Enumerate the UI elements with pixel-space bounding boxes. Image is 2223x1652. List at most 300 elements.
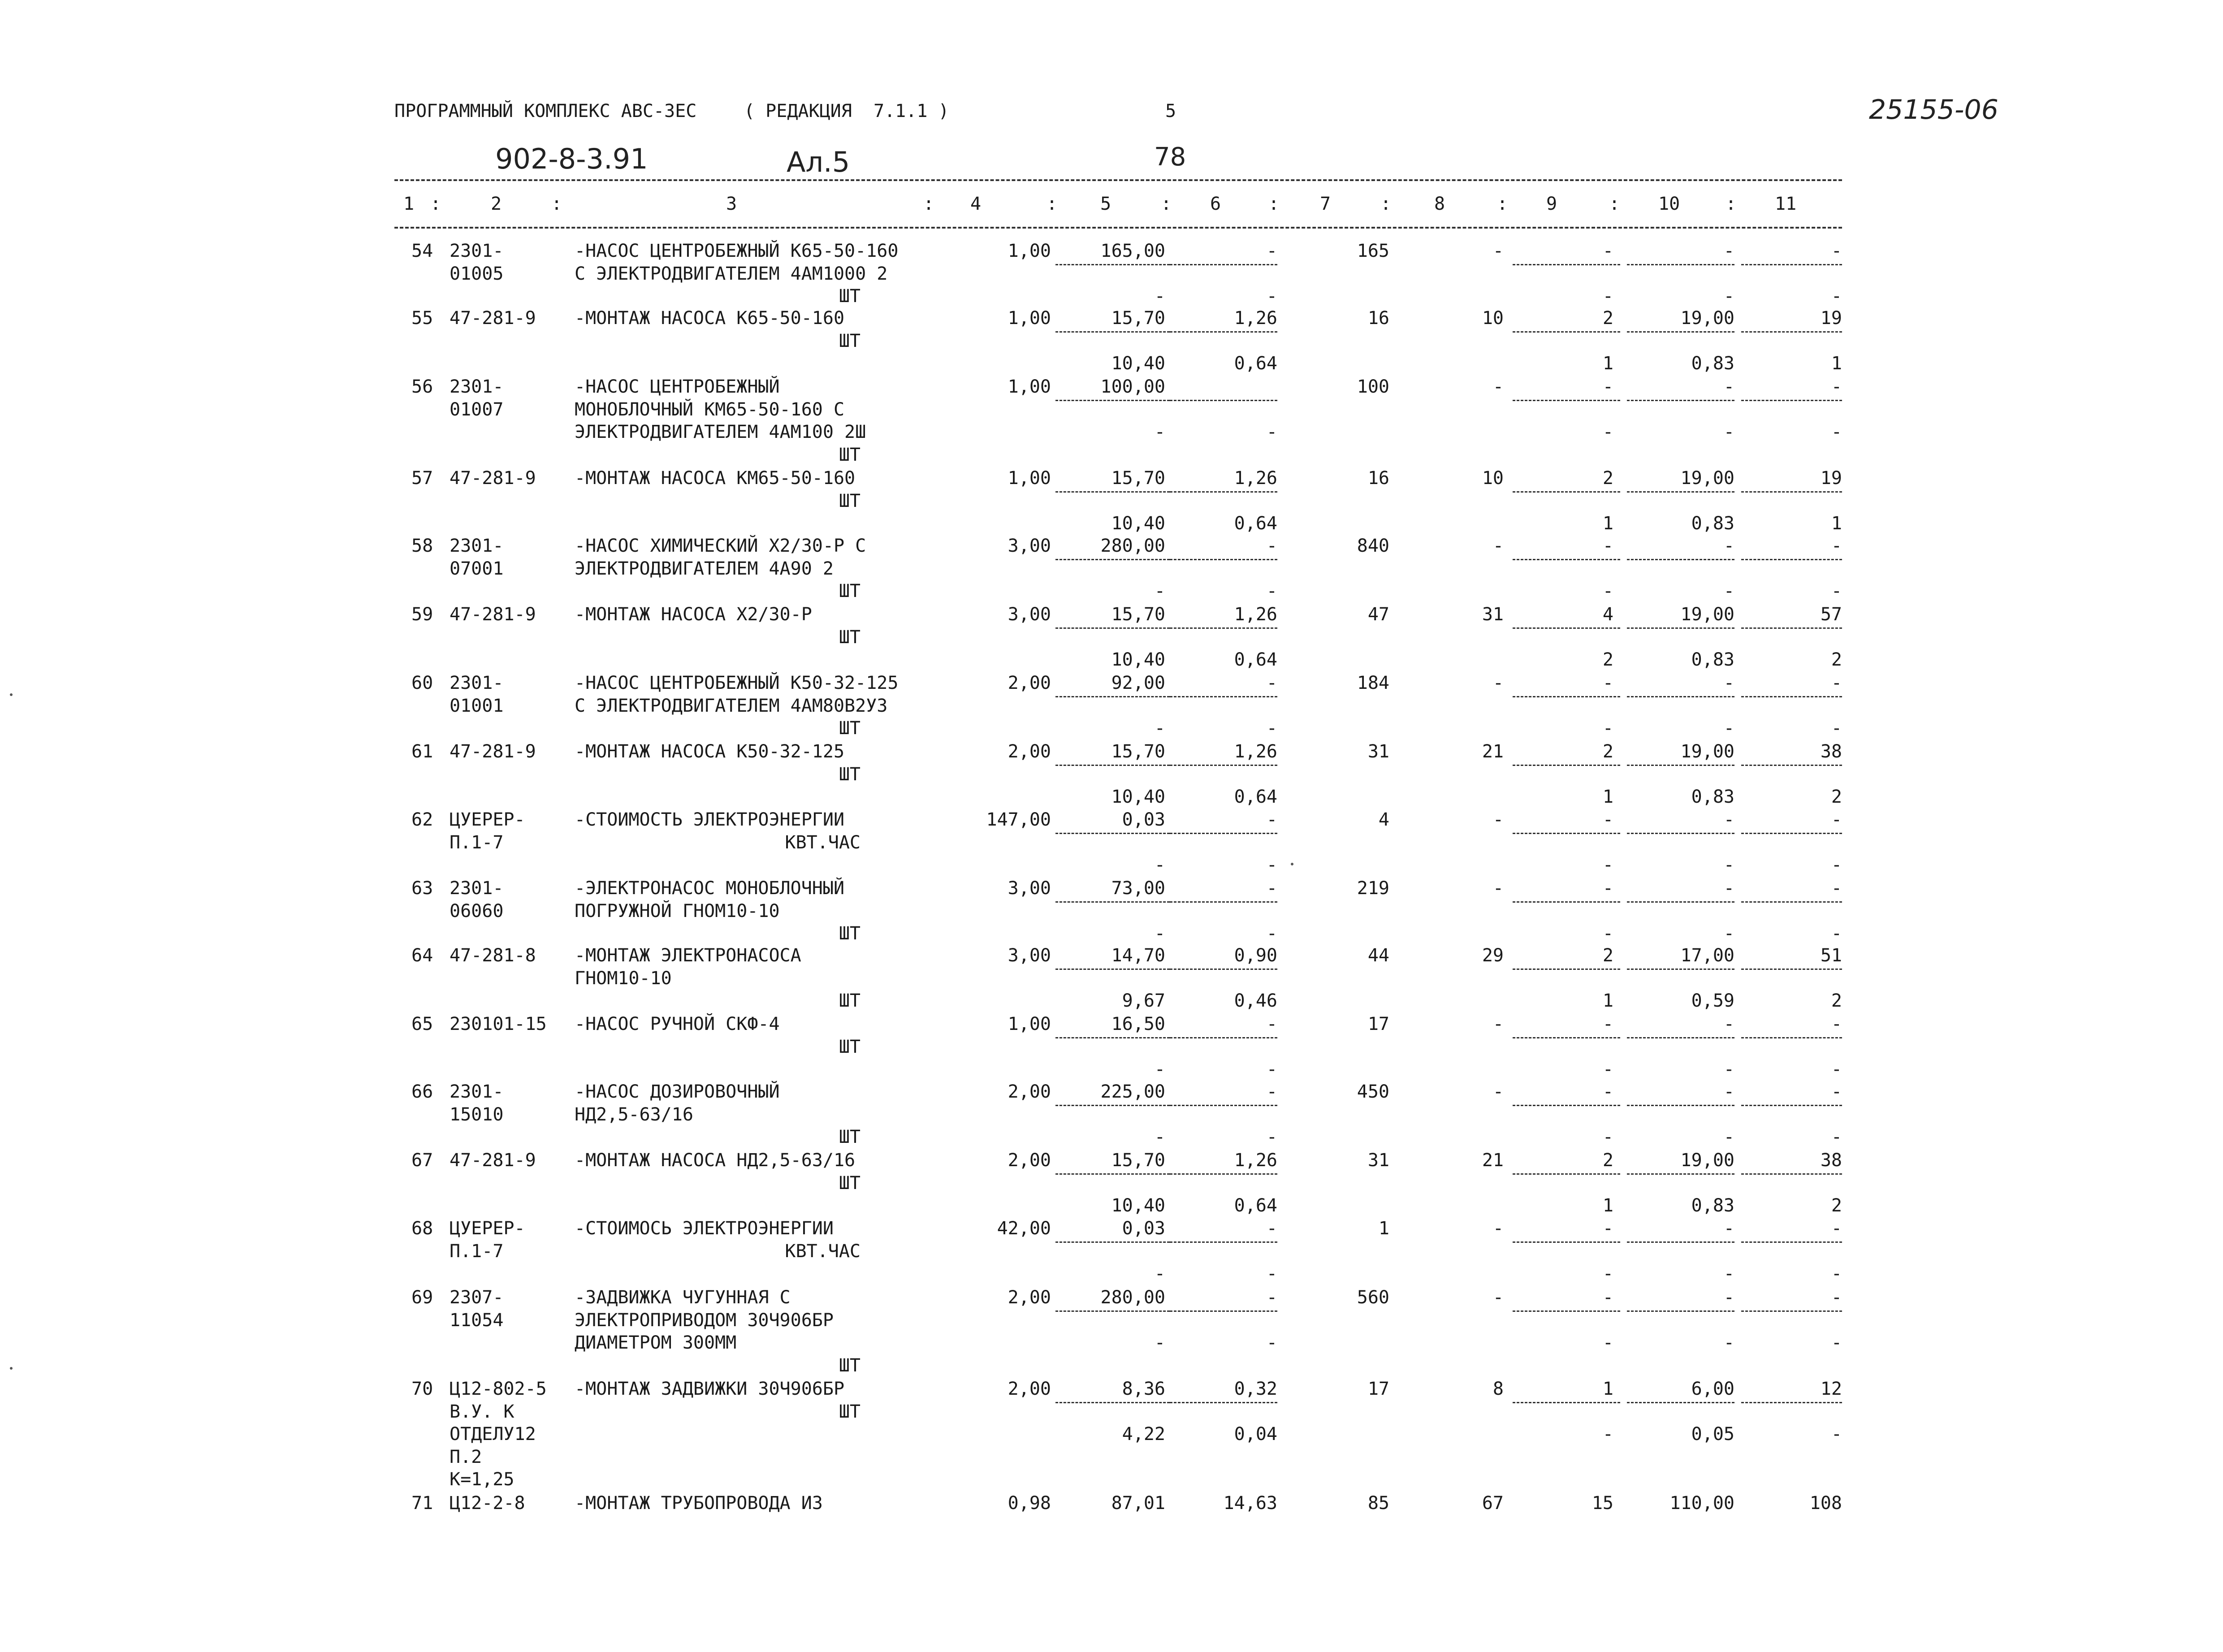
cell-rule	[1627, 491, 1734, 493]
cost-c10: -	[1723, 809, 1734, 830]
sub-c11: -	[1831, 422, 1842, 442]
item-description: С ЭЛЕКТРОДВИГАТЕЛЕМ 4АМ80В2У3	[575, 695, 888, 716]
cost-c11: -	[1831, 1081, 1842, 1102]
quantity: 2,00	[1008, 1379, 1051, 1399]
cost-c7: 47	[1367, 604, 1389, 625]
cell-rule	[1170, 1310, 1277, 1312]
cost-c8: -	[1492, 1218, 1504, 1239]
cell-rule	[1170, 491, 1277, 493]
norm-code: Ц12-2-8	[450, 1493, 525, 1514]
cost-c10: -	[1723, 673, 1734, 693]
sub-c6: -	[1266, 1332, 1277, 1353]
item-description: -МОНТАЖ ЭЛЕКТРОНАСОСА	[575, 945, 801, 966]
quantity: 1,00	[1008, 376, 1051, 397]
cell-rule	[1741, 559, 1842, 560]
cost-c6: 0,90	[1234, 945, 1277, 966]
item-description: МОНОБЛОЧНЫЙ КМ65-50-160 С	[575, 399, 845, 420]
norm-code: Ц12-802-5	[450, 1379, 547, 1399]
sub-c9: -	[1602, 1127, 1613, 1147]
cost-c11: -	[1831, 241, 1842, 261]
sub-c11: 2	[1831, 1195, 1842, 1216]
item-description: НД2,5-63/16	[575, 1104, 693, 1125]
cell-rule	[1055, 765, 1170, 766]
norm-code: П.2	[450, 1446, 482, 1467]
cost-c8: -	[1492, 673, 1504, 693]
cell-rule	[1170, 1037, 1277, 1038]
cell-rule	[1627, 331, 1734, 333]
sub-c5: -	[1154, 286, 1165, 307]
sub-c9: 1	[1602, 787, 1613, 807]
row-number: 56	[411, 376, 433, 397]
row-number: 67	[411, 1150, 433, 1171]
cost-c5: 15,70	[1111, 604, 1165, 625]
sub-c6: -	[1266, 1263, 1277, 1284]
cell-rule	[1055, 1105, 1170, 1106]
cell-rule	[1627, 264, 1734, 265]
cell-rule	[1055, 1173, 1170, 1175]
cost-c5: 15,70	[1111, 308, 1165, 329]
item-description: С ЭЛЕКТРОДВИГАТЕЛЕМ 4АМ1000 2	[575, 263, 888, 284]
cost-c10: 17,00	[1680, 945, 1734, 966]
cost-c10: 19,00	[1680, 741, 1734, 762]
cost-c9: 2	[1602, 468, 1613, 489]
sub-c9: 2	[1602, 649, 1613, 670]
sub-c5: -	[1154, 923, 1165, 944]
cost-c9: -	[1602, 241, 1613, 261]
sub-c11: -	[1831, 1424, 1842, 1444]
sub-c11: -	[1831, 855, 1842, 875]
norm-code: 47-281-8	[450, 945, 536, 966]
cell-rule	[1627, 1173, 1734, 1175]
unit-of-measure: ШТ	[839, 1127, 861, 1147]
rule-header	[394, 227, 1842, 229]
cell-rule	[1055, 833, 1170, 834]
edition-label: ( РЕДАКЦИЯ 7.1.1 )	[744, 101, 949, 121]
cell-rule	[1513, 491, 1620, 493]
sub-c6: -	[1266, 923, 1277, 944]
sub-c11: -	[1831, 718, 1842, 739]
cell-rule	[1055, 627, 1170, 629]
cell-rule	[1055, 491, 1170, 493]
column-separator: :	[551, 194, 562, 214]
scan-speck	[10, 1367, 13, 1370]
sub-c5: -	[1154, 581, 1165, 601]
cost-c8: 10	[1482, 308, 1504, 329]
cost-c7: 165	[1357, 241, 1389, 261]
item-description: -НАСОС ЦЕНТРОБЕЖНЫЙ К65-50-160	[575, 241, 899, 261]
cell-rule	[1513, 1310, 1620, 1312]
norm-code: 230101-15	[450, 1014, 547, 1034]
column-header: 11	[1775, 194, 1797, 214]
row-number: 54	[411, 241, 433, 261]
cost-c10: 110,00	[1669, 1493, 1734, 1514]
cost-c6: 1,26	[1234, 741, 1277, 762]
sub-c5: 9,67	[1122, 990, 1165, 1011]
item-description: -НАСОС РУЧНОЙ СКФ-4	[575, 1014, 780, 1034]
cost-c11: -	[1831, 376, 1842, 397]
sub-c9: 1	[1602, 990, 1613, 1011]
sub-c11: -	[1831, 1127, 1842, 1147]
scan-speck	[1291, 863, 1293, 865]
quantity: 147,00	[986, 809, 1051, 830]
cost-c10: -	[1723, 1218, 1734, 1239]
sub-c10: -	[1723, 1127, 1734, 1147]
row-number: 58	[411, 536, 433, 556]
cost-c5: 0,03	[1122, 1218, 1165, 1239]
cost-c9: 2	[1602, 945, 1613, 966]
column-separator: :	[1609, 194, 1620, 214]
cell-rule	[1513, 1173, 1620, 1175]
quantity: 0,98	[1008, 1493, 1051, 1514]
norm-code: 01005	[450, 263, 504, 284]
cell-rule	[1627, 627, 1734, 629]
norm-code: 01007	[450, 399, 504, 420]
sub-c5: -	[1154, 422, 1165, 442]
cost-c10: -	[1723, 1287, 1734, 1308]
cost-c5: 0,03	[1122, 809, 1165, 830]
sub-c5: -	[1154, 1127, 1165, 1147]
cost-c8: -	[1492, 1014, 1504, 1034]
cell-rule	[1627, 559, 1734, 560]
column-separator: :	[1268, 194, 1280, 214]
cost-c7: 184	[1357, 673, 1389, 693]
item-description: -НАСОС ЦЕНТРОБЕЖНЫЙ	[575, 376, 780, 397]
cost-c9: 2	[1602, 1150, 1613, 1171]
cost-c5: 280,00	[1100, 1287, 1165, 1308]
cell-rule	[1055, 1037, 1170, 1038]
cost-c9: 15	[1592, 1493, 1613, 1514]
norm-code: К=1,25	[450, 1469, 515, 1490]
cost-c10: 19,00	[1680, 468, 1734, 489]
sub-c11: -	[1831, 1332, 1842, 1353]
sub-c10: 0,83	[1691, 353, 1734, 374]
album-label: Ал.5	[787, 146, 850, 178]
sub-c5: 10,40	[1111, 353, 1165, 374]
quantity: 2,00	[1008, 1287, 1051, 1308]
cost-c8: 29	[1482, 945, 1504, 966]
column-separator: :	[1047, 194, 1058, 214]
unit-of-measure: ШТ	[839, 1401, 861, 1422]
sub-c9: -	[1602, 581, 1613, 601]
cost-c7: 17	[1367, 1379, 1389, 1399]
cell-rule	[1741, 901, 1842, 903]
cost-c11: -	[1831, 878, 1842, 899]
cost-c6: 1,26	[1234, 468, 1277, 489]
cost-c6: -	[1266, 673, 1277, 693]
sub-c6: -	[1266, 581, 1277, 601]
cost-c11: 57	[1820, 604, 1842, 625]
cell-rule	[1055, 264, 1170, 265]
cost-c6: -	[1266, 809, 1277, 830]
cost-c9: -	[1602, 1218, 1613, 1239]
unit-of-measure: ШТ	[839, 1172, 861, 1194]
page-mark: 5	[1165, 101, 1176, 121]
cost-c6: 1,26	[1234, 1150, 1277, 1171]
cell-rule	[1170, 1241, 1277, 1243]
norm-code: 11054	[450, 1310, 504, 1331]
norm-code: В.У. К	[450, 1401, 515, 1422]
cost-c7: 17	[1367, 1014, 1389, 1034]
norm-code: ЦУЕРЕР-	[450, 1218, 525, 1239]
cost-c11: 19	[1820, 308, 1842, 329]
cost-c5: 165,00	[1100, 241, 1165, 261]
quantity: 1,00	[1008, 1014, 1051, 1034]
sub-c11: 2	[1831, 990, 1842, 1011]
row-number: 55	[411, 308, 433, 329]
cell-rule	[1741, 331, 1842, 333]
unit-of-measure: ШТ	[839, 1036, 861, 1057]
column-header: 4	[970, 194, 982, 214]
norm-code: 01001	[450, 695, 504, 716]
cell-rule	[1513, 1037, 1620, 1038]
cost-c7: 840	[1357, 536, 1389, 556]
column-separator: :	[923, 194, 934, 214]
sub-c11: -	[1831, 581, 1842, 601]
item-description: -МОНТАЖ НАСОСА К65-50-160	[575, 308, 845, 329]
cost-c6: -	[1266, 1014, 1277, 1034]
cell-rule	[1170, 1173, 1277, 1175]
cell-rule	[1741, 627, 1842, 629]
cost-c10: 19,00	[1680, 308, 1734, 329]
project-code: 902-8-3.91	[495, 143, 648, 175]
cell-rule	[1055, 400, 1170, 401]
cell-rule	[1170, 559, 1277, 560]
sub-c10: -	[1723, 1059, 1734, 1080]
cell-rule	[1513, 627, 1620, 629]
cell-rule	[1170, 400, 1277, 401]
sub-c10: 0,83	[1691, 649, 1734, 670]
quantity: 3,00	[1008, 945, 1051, 966]
item-description: ЭЛЕКТРОДВИГАТЕЛЕМ 4А90 2	[575, 558, 834, 579]
cost-c6: -	[1266, 1218, 1277, 1239]
sub-c11: -	[1831, 1059, 1842, 1080]
cost-c6: 1,26	[1234, 308, 1277, 329]
cell-rule	[1627, 765, 1734, 766]
sub-c10: -	[1723, 855, 1734, 875]
row-number: 62	[411, 809, 433, 830]
cost-c9: -	[1602, 1287, 1613, 1308]
sub-c10: -	[1723, 286, 1734, 307]
sub-c9: -	[1602, 718, 1613, 739]
cell-rule	[1513, 765, 1620, 766]
cost-c8: -	[1492, 376, 1504, 397]
norm-code: ЦУЕРЕР-	[450, 809, 525, 830]
cost-c10: 19,00	[1680, 1150, 1734, 1171]
sub-c9: -	[1602, 1263, 1613, 1284]
sub-c10: -	[1723, 1263, 1734, 1284]
sub-c6: -	[1266, 1059, 1277, 1080]
cost-c5: 8,36	[1122, 1379, 1165, 1399]
cost-c9: 2	[1602, 741, 1613, 762]
cell-rule	[1513, 559, 1620, 560]
cost-c11: -	[1831, 673, 1842, 693]
quantity: 3,00	[1008, 878, 1051, 899]
cell-rule	[1170, 833, 1277, 834]
row-number: 69	[411, 1287, 433, 1308]
row-number: 64	[411, 945, 433, 966]
sub-c6: 0,64	[1234, 787, 1277, 807]
sub-c9: -	[1602, 923, 1613, 944]
unit-of-measure: ШТ	[839, 627, 861, 648]
cost-c5: 15,70	[1111, 741, 1165, 762]
sub-c11: 1	[1831, 353, 1842, 374]
cell-rule	[1741, 1037, 1842, 1038]
column-header: 3	[726, 194, 737, 214]
quantity: 2,00	[1008, 1081, 1051, 1102]
cost-c10: -	[1723, 1081, 1734, 1102]
item-description: -МОНТАЖ НАСОСА НД2,5-63/16	[575, 1150, 856, 1171]
cell-rule	[1741, 400, 1842, 401]
row-number: 65	[411, 1014, 433, 1034]
sub-c6: 0,04	[1234, 1424, 1277, 1444]
item-description: -СТОИМОСТЬ ЭЛЕКТРОЭНЕРГИИ	[575, 809, 845, 830]
cost-c8: -	[1492, 1081, 1504, 1102]
cost-c8: -	[1492, 878, 1504, 899]
norm-code: 2301-	[450, 673, 504, 693]
item-description: ЭЛЕКТРОДВИГАТЕЛЕМ 4АМ100 2Ш	[575, 422, 866, 442]
unit-of-measure: ШТ	[839, 923, 861, 944]
cost-c11: -	[1831, 1287, 1842, 1308]
unit-of-measure: ШТ	[839, 764, 861, 785]
cell-rule	[1741, 1241, 1842, 1243]
cost-c7: 16	[1367, 468, 1389, 489]
column-separator: :	[1380, 194, 1392, 214]
unit-of-measure: КВТ.ЧАС	[785, 832, 861, 853]
cell-rule	[1055, 559, 1170, 560]
item-description: ДИАМЕТРОМ 300ММ	[575, 1332, 737, 1353]
norm-code: 47-281-9	[450, 308, 536, 329]
row-number: 57	[411, 468, 433, 489]
sub-c5: 10,40	[1111, 787, 1165, 807]
sub-c10: 0,83	[1691, 787, 1734, 807]
unit-of-measure: ШТ	[839, 330, 861, 351]
unit-of-measure: ШТ	[839, 1355, 861, 1376]
cell-rule	[1055, 969, 1170, 970]
cost-c10: -	[1723, 536, 1734, 556]
sub-c6: 0,64	[1234, 353, 1277, 374]
column-header: 10	[1658, 194, 1680, 214]
cost-c9: 1	[1602, 1379, 1613, 1399]
cost-c6: -	[1266, 241, 1277, 261]
sub-c9: 1	[1602, 513, 1613, 534]
cell-rule	[1055, 1241, 1170, 1243]
unit-of-measure: ШТ	[839, 990, 861, 1011]
cell-rule	[1513, 1241, 1620, 1243]
column-separator: :	[1726, 194, 1737, 214]
cost-c5: 100,00	[1100, 376, 1165, 397]
cost-c7: 560	[1357, 1287, 1389, 1308]
cell-rule	[1627, 833, 1734, 834]
cell-rule	[1170, 969, 1277, 970]
unit-of-measure: ШТ	[839, 286, 861, 307]
norm-code: 2301-	[450, 536, 504, 556]
unit-of-measure: ШТ	[839, 718, 861, 739]
sub-c6: 0,64	[1234, 513, 1277, 534]
cell-rule	[1055, 1402, 1170, 1403]
cell-rule	[1513, 833, 1620, 834]
quantity: 42,00	[997, 1218, 1051, 1239]
cost-c11: 108	[1809, 1493, 1842, 1514]
cost-c10: -	[1723, 376, 1734, 397]
handwritten-stamp: 25155-06	[1869, 94, 1998, 125]
cost-c7: 16	[1367, 308, 1389, 329]
cost-c8: 8	[1492, 1379, 1504, 1399]
row-number: 70	[411, 1379, 433, 1399]
cost-c8: 21	[1482, 1150, 1504, 1171]
cost-c7: 31	[1367, 741, 1389, 762]
cell-rule	[1513, 331, 1620, 333]
cost-c5: 16,50	[1111, 1014, 1165, 1034]
sub-c10: -	[1723, 422, 1734, 442]
item-description: -НАСОС ХИМИЧЕСКИЙ Х2/30-Р С	[575, 536, 866, 556]
cost-c7: 219	[1357, 878, 1389, 899]
cost-c10: -	[1723, 1014, 1734, 1034]
norm-code: 2301-	[450, 241, 504, 261]
cost-c10: 6,00	[1691, 1379, 1734, 1399]
cost-c11: 12	[1820, 1379, 1842, 1399]
cost-c10: 19,00	[1680, 604, 1734, 625]
sub-c11: 2	[1831, 787, 1842, 807]
cost-c8: -	[1492, 241, 1504, 261]
cost-c6: -	[1266, 1287, 1277, 1308]
cost-c11: 51	[1820, 945, 1842, 966]
cell-rule	[1741, 264, 1842, 265]
sub-c11: 2	[1831, 649, 1842, 670]
sub-c6: -	[1266, 718, 1277, 739]
cost-c8: -	[1492, 1287, 1504, 1308]
cell-rule	[1741, 1310, 1842, 1312]
sub-c11: 1	[1831, 513, 1842, 534]
column-header: 7	[1320, 194, 1331, 214]
item-description: ЭЛЕКТРОПРИВОДОМ 30Ч906БР	[575, 1310, 834, 1331]
cost-c8: 21	[1482, 741, 1504, 762]
sub-c9: -	[1602, 1332, 1613, 1353]
cell-rule	[1741, 765, 1842, 766]
sub-c11: -	[1831, 923, 1842, 944]
sub-c5: -	[1154, 1332, 1165, 1353]
cost-c9: -	[1602, 1014, 1613, 1034]
norm-code: 07001	[450, 558, 504, 579]
column-header: 5	[1100, 194, 1112, 214]
cost-c9: -	[1602, 878, 1613, 899]
sub-c10: 0,05	[1691, 1424, 1734, 1444]
sub-c9: 1	[1602, 353, 1613, 374]
sub-c10: -	[1723, 718, 1734, 739]
cost-c9: -	[1602, 536, 1613, 556]
cost-c7: 1	[1378, 1218, 1389, 1239]
rule-top	[394, 179, 1842, 181]
cell-rule	[1513, 901, 1620, 903]
sub-c9: -	[1602, 1424, 1613, 1444]
cost-c11: -	[1831, 1218, 1842, 1239]
cell-rule	[1170, 627, 1277, 629]
cell-rule	[1627, 400, 1734, 401]
program-title: ПРОГРАММНЫЙ КОМПЛЕКС АВС-ЗЕС	[394, 101, 697, 121]
unit-of-measure: КВТ.ЧАС	[785, 1241, 861, 1262]
cell-rule	[1170, 264, 1277, 265]
sub-c10: -	[1723, 923, 1734, 944]
quantity: 2,00	[1008, 673, 1051, 693]
cost-c8: -	[1492, 536, 1504, 556]
cost-c6: -	[1266, 536, 1277, 556]
unit-of-measure: ШТ	[839, 490, 861, 511]
sub-c5: 10,40	[1111, 513, 1165, 534]
cost-c8: 31	[1482, 604, 1504, 625]
cost-c9: -	[1602, 809, 1613, 830]
row-number: 66	[411, 1081, 433, 1102]
sub-c11: -	[1831, 1263, 1842, 1284]
row-number: 63	[411, 878, 433, 899]
